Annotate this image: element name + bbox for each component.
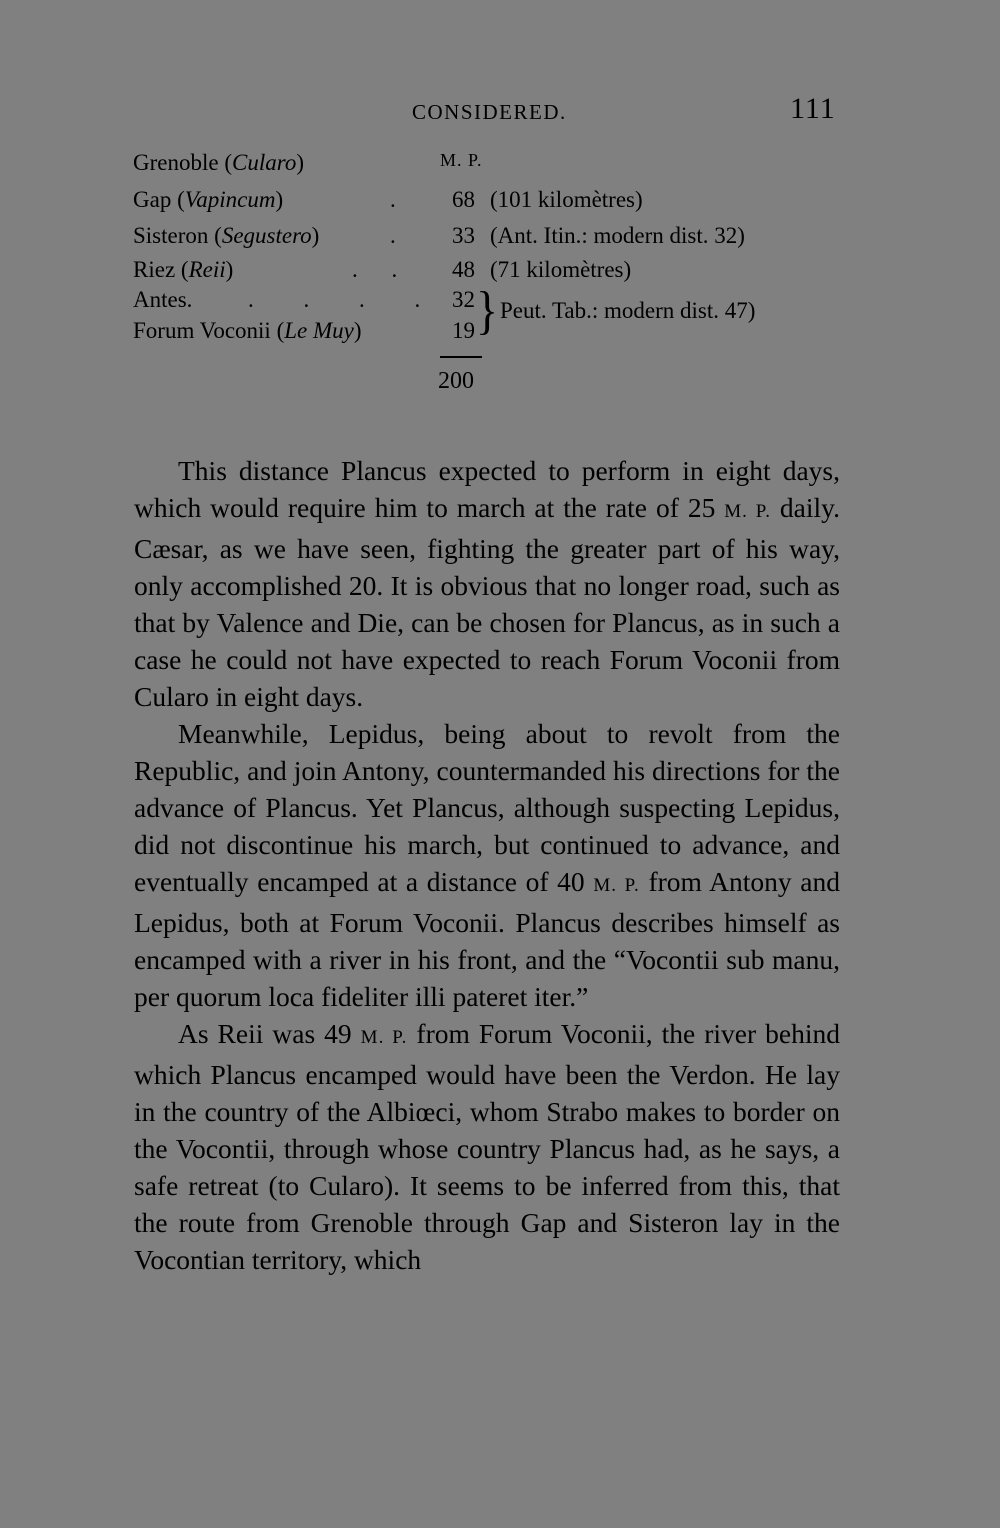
itinerary-table xyxy=(0,150,1000,410)
place-name: Antes. xyxy=(133,287,193,312)
place-name: Sisteron (Segustero) xyxy=(133,223,320,248)
distance-value: 68 xyxy=(452,187,475,212)
paragraph: As Reii was 49 M. P. from Forum Voconii, the river behind which Plancus encamped would have been the Verdon. He lay in the country of the Albiœci, whom Strabo makes to border on the Vocontii, through whose country Plancus had, as he says, a safe retreat (to Cularo). It seems to be inferred from this, that the route from Grenoble through Gap and Sisteron lay in the Vocontian territory, which xyxy=(134,1018,840,1275)
itinerary-row xyxy=(0,257,1000,287)
itinerary-row xyxy=(0,150,1000,180)
running-title: CONSIDERED. xyxy=(412,100,567,124)
distance-note: (71 kilomètres) xyxy=(490,257,632,282)
unit-abbrev: M. P. xyxy=(360,1027,408,1048)
body-text xyxy=(134,452,840,1278)
distance-note: (101 kilomètres) xyxy=(490,187,643,212)
unit-abbrev: M. P. xyxy=(593,875,640,896)
unit-header: M. P. xyxy=(440,150,483,170)
latin-name: Le Muy xyxy=(284,318,354,343)
latin-name: Cularo xyxy=(232,150,297,175)
itinerary-row xyxy=(0,187,1000,217)
place-name: Grenoble (Cularo) xyxy=(133,150,304,175)
latin-name: Segustero xyxy=(221,223,312,248)
leader-dots: . xyxy=(390,187,396,212)
paragraph: This distance Plancus expected to perform in eight days, which would require him to march at the rate of 25 M. P. daily. Cæsar, as we have seen, fighting the greater part of his way, only accomplished 20. It is obvious that no longer road, such as that by Valence and Die, can be chosen for Plancus, as in such a case he could not have expected to reach Forum Voconii from Cularo in eight days. xyxy=(134,455,841,712)
place-name: Gap (Vapincum) xyxy=(133,187,284,212)
place-name: Forum Voconii (Le Muy) xyxy=(133,318,362,343)
paragraph: Meanwhile, Lepidus, being about to revolt from the Republic, and join Antony, countermanded his directions for the advance of Plancus. Yet Plancus, although suspecting Lepidus, did not discontinue his march, but continued to advance, and eventually encamped at a distance of 40 M. P. from Antony and Lepidus, both at Forum Voconii. Plancus describes himself as encamped with a river in his front, and the “Vocontii sub manu, per quorum loca fideliter illi pateret iter.” xyxy=(134,718,840,1012)
itinerary-row xyxy=(0,223,1000,253)
leader-dots: . xyxy=(390,223,396,248)
leader-dots: . . . . xyxy=(248,287,443,312)
distance-note: (Ant. Itin.: modern dist. 32) xyxy=(490,223,745,248)
distance-value: 19 xyxy=(452,318,475,343)
latin-name: Reii xyxy=(188,257,226,282)
page-number: 111 xyxy=(790,92,836,125)
distance-value: 32 xyxy=(452,287,475,312)
curly-brace: } xyxy=(476,281,499,340)
latin-name: Vapincum xyxy=(184,187,276,212)
place-name: Riez (Reii) xyxy=(133,257,234,282)
leader-dots: . . xyxy=(352,257,412,282)
distance-value: 33 xyxy=(452,223,475,248)
distance-total: 200 xyxy=(438,368,474,394)
unit-abbrev: M. P. xyxy=(724,501,771,522)
sum-rule xyxy=(440,356,482,358)
brace-note: Peut. Tab.: modern dist. 47) xyxy=(500,298,756,323)
running-head xyxy=(0,92,1000,128)
distance-value: 48 xyxy=(452,257,475,282)
